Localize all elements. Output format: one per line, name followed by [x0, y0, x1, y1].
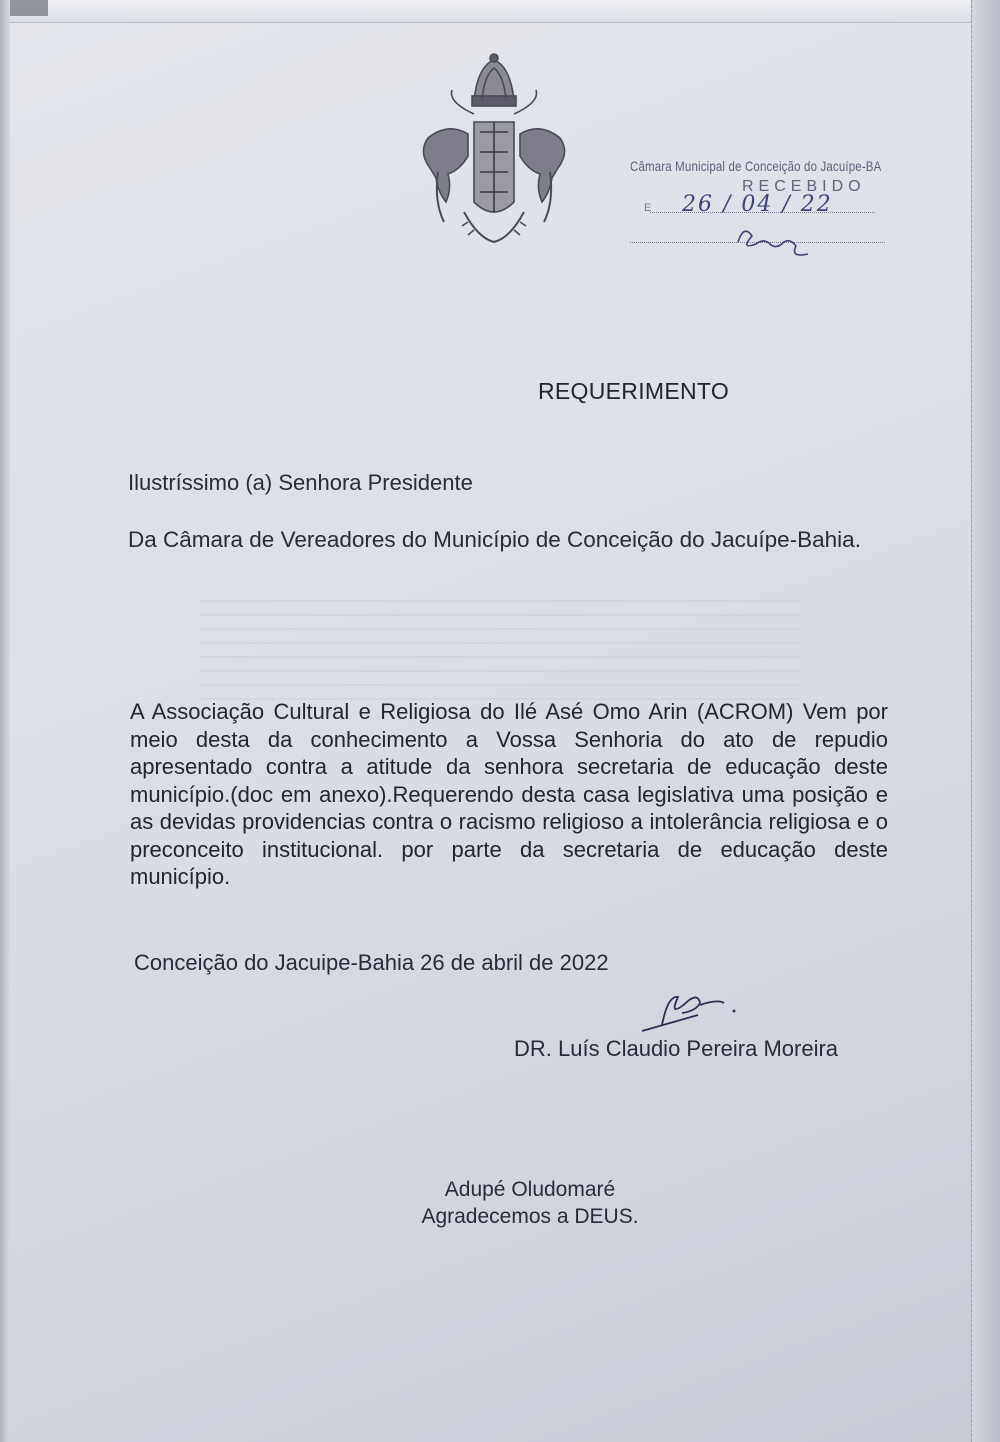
body-paragraph: A Associação Cultural e Religiosa do Ilé Asé Omo Arin (ACROM) Vem por meio desta da conhecimento a Vossa Senhoria do ato de repudio apresentado contra a atitude da senhora secretaria de educação deste município.(doc em anexo).Requerendo desta casa legislativa uma posição e as devidas providencias contra o racismo religioso a intolerância religiosa e o preconceito institucional. por parte da secretaria de educação deste município.	[130, 699, 888, 889]
signatory-name: DR. Luís Claudio Pereira Moreira	[514, 1036, 839, 1061]
bleed-through-text	[200, 600, 800, 700]
stamp-organization: Câmara Municipal de Conceição do Jacuípe-BA	[630, 158, 882, 174]
coat-of-arms-icon	[408, 52, 580, 248]
recipient: Da Câmara de Vereadores do Município de Conceição do Jacuípe-Bahia.	[128, 527, 861, 552]
stamp-received-word: RECEBIDO	[742, 178, 866, 195]
salutation: Ilustríssimo (a) Senhora Presidente	[128, 470, 473, 495]
closing-block	[330, 1176, 730, 1230]
stamp-dotted-line	[650, 212, 875, 213]
place-and-date: Conceição do Jacuipe-Bahia 26 de abril de 2022	[134, 950, 609, 975]
paper-right-edge	[971, 0, 1000, 1442]
closing-line: Adupé Oludomaré	[444, 1178, 616, 1201]
paper-left-edge	[0, 0, 10, 1442]
stamp-initials-icon	[730, 220, 820, 260]
closing-line: Agradecemos a DEUS.	[421, 1205, 639, 1228]
stamp-prefix: E	[644, 202, 652, 214]
document-title: REQUERIMENTO	[538, 378, 730, 404]
paper-top-edge	[0, 0, 1000, 23]
stamp-date: 26 / 04 / 22	[682, 192, 833, 217]
paper-tab	[8, 0, 48, 16]
reception-stamp	[630, 150, 890, 270]
